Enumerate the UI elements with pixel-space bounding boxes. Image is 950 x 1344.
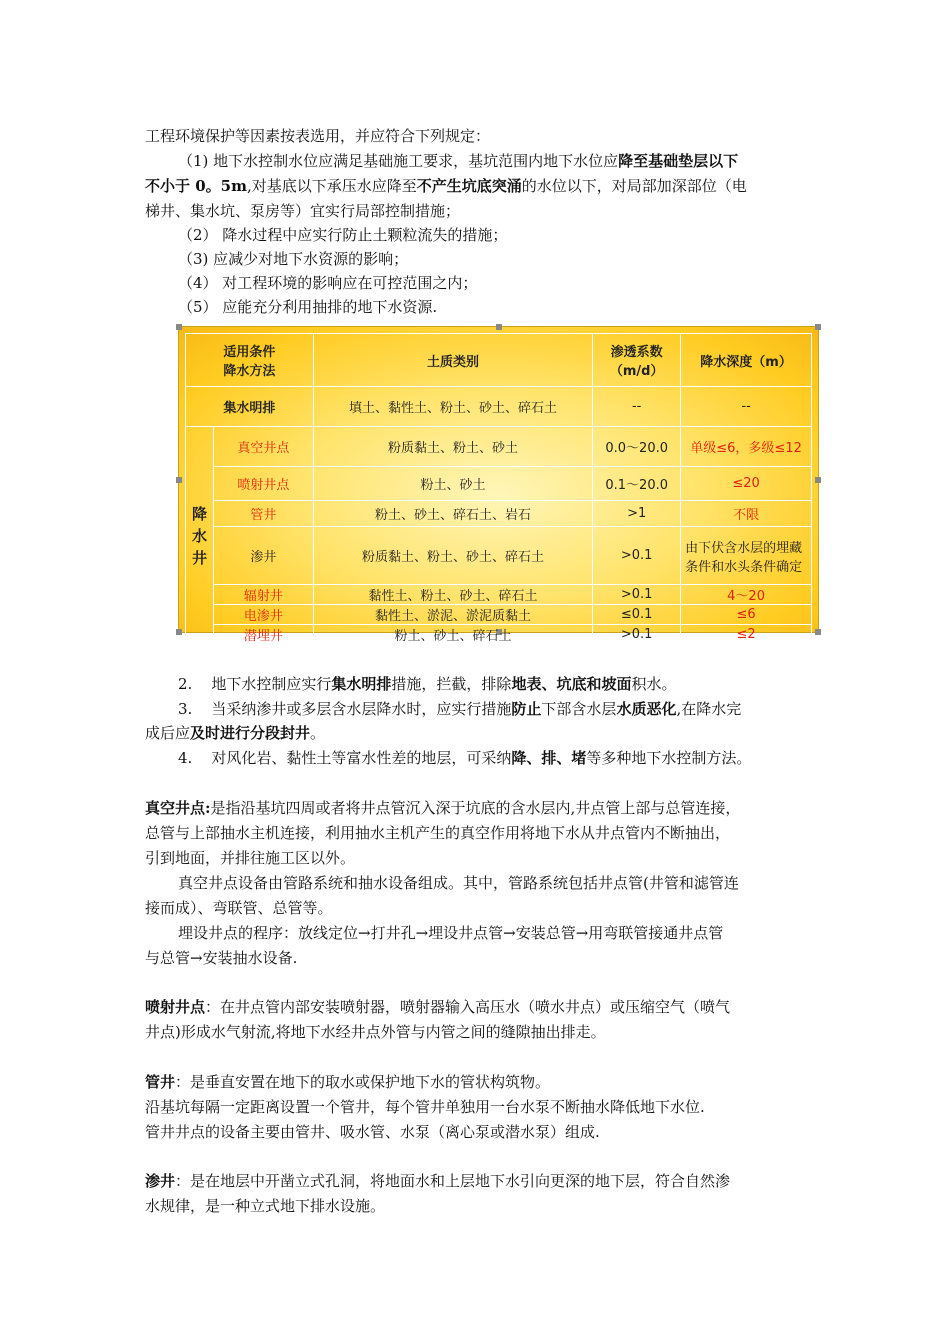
table-header-row [186,334,812,387]
rule-1-line-3: 梯井、集水坑、泵房等）宜实行局部控制措施； [145,202,461,220]
rule-1-line-1 [178,150,738,172]
table-row [186,387,812,427]
vacuum-def-6: 埋设井点的程序：放线定位→打井孔→埋设井点管→安装总管→用弯联管接通井点管 [178,924,724,942]
rule-3: （3) 应减少对地下水资源的影响； [178,250,409,268]
table-row [186,625,812,645]
header-soil: 土质类别 [313,334,592,387]
table-row [186,501,812,527]
perm-cell: ≤0.1 [593,605,681,625]
perm-cell: 0.1～20.0 [593,467,681,501]
resize-handle[interactable] [815,477,821,483]
depth-cell: -- [681,387,812,427]
vacuum-def-2: 总管与上部抽水主机连接，利用抽水主机产生的真空作用将地下水从井点管内不断抽出， [145,824,731,842]
pipe-def-3: 管井井点的设备主要由管井、吸水管、水泵（离心泵或潜水泵）组成. [145,1123,600,1141]
item-number: 2. [178,675,193,693]
header-method: 适用条件 降水方法 [186,334,314,387]
perm-cell: 0.0～20.0 [593,427,681,467]
soil-cell: 粉质黏土、粉土、砂土 [313,427,592,467]
vacuum-def-4: 真空井点设备由管路系统和抽水设备组成。其中，管路系统包括井点管(井管和滤管连 [178,874,739,892]
item-2: 2. 地下水控制应实行集水明排措施，拦截，排除地表、坑底和坡面积水。 [178,675,677,693]
perm-cell: >0.1 [593,585,681,605]
seep-def-2: 水规律，是一种立式地下排水设施。 [145,1197,386,1215]
rule-1-text: （1) 地下水控制水位应满足基础施工要求，基坑范围内地下水位应 [178,152,619,170]
pipe-def-1: 管井：是垂直安置在地下的取水或保护地下水的管状构筑物。 [145,1073,551,1091]
perm-cell: -- [593,387,681,427]
method-cell: 潜埋井 [213,625,313,645]
item-3-cont: 成后应及时进行分段封井。 [145,724,326,742]
soil-cell: 粉土、砂土、碎石土、岩石 [313,501,592,527]
resize-handle[interactable] [176,477,182,483]
term-tube-well: 管井 [145,1073,176,1091]
vacuum-def-7: 与总管→安装抽水设备. [145,949,298,967]
item-4: 4. 对风化岩、黏性土等富水性差的地层，可采纳降、排、堵等多种地下水控制方法。 [178,749,752,767]
term-jet-wellpoint: 喷射井点 [145,998,206,1016]
rule-1-bold-2: 不小于 0。5m [145,177,247,195]
seep-def-1: 渗井：是在地层中开凿立式孔洞，将地面水和上层地下水引向更深的地下层，符合自然渗 [145,1172,731,1190]
method-cell: 真空井点 [213,427,313,467]
rule-1-text-3: 的水位以下，对局部加深部位（电 [521,177,747,195]
depth-cell: 4～20 [681,585,812,605]
rule-1-bold-3: 不产生坑底突涌 [416,177,522,195]
table-row [186,427,812,467]
method-cell: 喷射井点 [213,467,313,501]
table-row [186,605,812,625]
table-row [186,585,812,605]
term-seepage-well: 渗井 [145,1172,176,1190]
method-cell: 辐射井 [213,585,313,605]
resize-handle[interactable] [496,324,502,330]
jet-def-2: 井点)形成水气射流,将地下水经井点外管与内管之间的缝隙抽出排走。 [145,1023,606,1041]
jet-def-1: 喷射井点：在井点管内部安装喷射器，喷射器输入高压水（喷水井点）或压缩空气（喷气 [145,998,731,1016]
perm-cell: >1 [593,501,681,527]
vacuum-def-3: 引到地面，并排往施工区以外。 [145,849,356,867]
method-cell: 电渗井 [213,605,313,625]
header-permeability: 渗透系数 （m/d） [593,334,681,387]
soil-cell: 填土、黏性土、粉土、砂土、碎石土 [313,387,592,427]
depth-cell: 单级≤6，多级≤12 [681,427,812,467]
soil-cell: 黏性土、粉土、砂土、碎石土 [313,585,592,605]
term-vacuum-wellpoint: 真空井点: [145,799,211,817]
resize-handle[interactable] [815,629,821,635]
perm-cell: >0.1 [593,527,681,585]
depth-cell: 不限 [681,501,812,527]
resize-handle[interactable] [815,324,821,330]
soil-cell: 粉土、砂土 [313,467,592,501]
intro-line: 工程环境保护等因素按表选用，并应符合下列规定： [145,127,491,145]
table-row [186,527,812,585]
dewatering-table [185,333,812,645]
rule-5: （5） 应能充分利用抽排的地下水资源. [178,298,438,316]
item-3: 3. 当采纳渗井或多层含水层降水时，应实行措施防止下部含水层水质恶化,在降水完 [178,700,742,718]
item-number: 3. [178,700,193,718]
depth-cell: ≤20 [681,467,812,501]
group-label-cell: 降 水 井 [186,427,214,645]
dewatering-table-image [178,326,819,644]
rule-2: （2） 降水过程中应实行防止土颗粒流失的措施； [178,226,508,244]
perm-cell: >0.1 [593,625,681,645]
rule-4: （4） 对工程环境的影响应在可控范围之内； [178,274,478,292]
rule-1-line-2 [145,175,747,197]
item-number: 4. [178,749,193,767]
resize-handle[interactable] [176,629,182,635]
vacuum-def-5: 接而成）、弯联管、总管等。 [145,899,333,917]
soil-cell: 黏性土、淤泥、淤泥质黏土 [313,605,592,625]
vacuum-def-1: 真空井点:是指沿基坑四周或者将井点管沉入深于坑底的含水层内,井点管上部与总管连接， [145,799,741,817]
resize-handle[interactable] [176,324,182,330]
soil-cell: 粉土、砂土、碎石土 [313,625,592,645]
soil-cell: 粉质黏土、粉土、砂土、碎石土 [313,527,592,585]
depth-cell: ≤6 [681,605,812,625]
depth-cell: ≤2 [681,625,812,645]
method-cell: 渗井 [213,527,313,585]
table-row [186,467,812,501]
pipe-def-2: 沿基坑每隔一定距离设置一个管井，每个管井单独用一台水泵不断抽水降低地下水位. [145,1098,705,1116]
method-cell: 集水明排 [186,387,314,427]
depth-cell: 由下伏含水层的埋藏条件和水头条件确定 [681,527,812,585]
rule-1-bold: 降至基础垫层以下 [618,152,739,170]
method-cell: 管井 [213,501,313,527]
rule-1-text-2: ,对基底以下承压水应降至 [246,177,417,195]
header-depth: 降水深度（m） [681,334,812,387]
